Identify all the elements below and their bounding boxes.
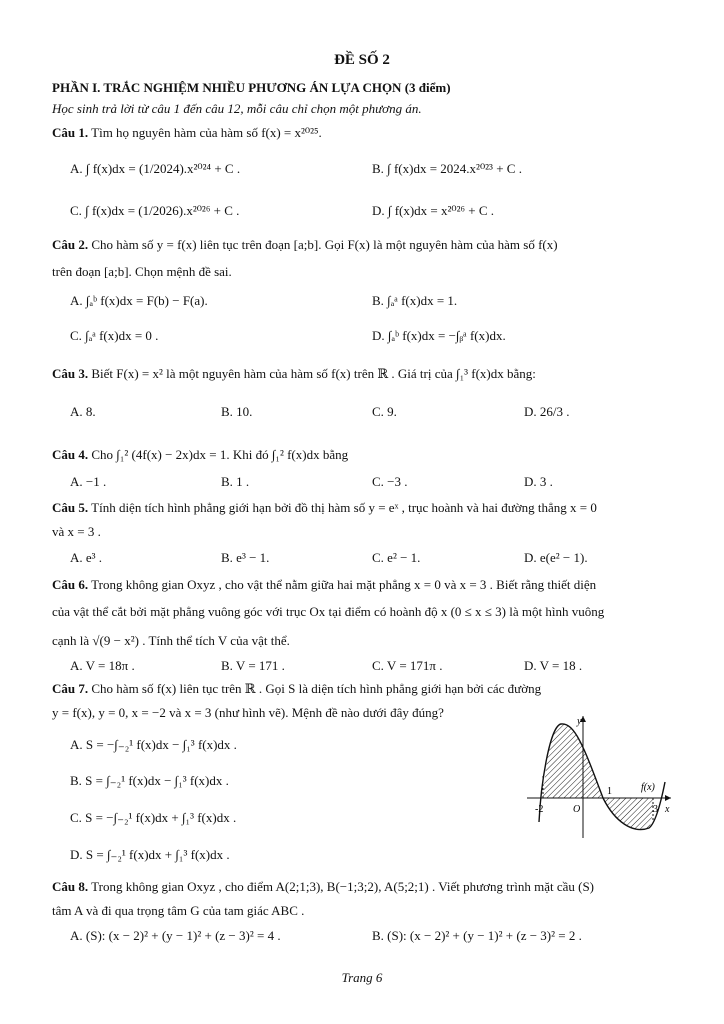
question-6-option-d[interactable]: D. V = 18 . (524, 658, 583, 673)
question-3-label: Câu 3. (52, 366, 89, 381)
question-8-stem-line-1: Trong không gian Oxyz , cho điểm A(2;1;3), B(−1;3;2), A(5;2;1) . Viết phương trình mặt cầu (S) (91, 879, 595, 894)
question-5-option-b[interactable]: B. e³ − 1. (221, 550, 270, 565)
x-axis-arrow (665, 795, 671, 801)
question-7-stem-line-1: Cho hàm số f(x) liên tục trên ℝ . Gọi S là diện tích hình phẳng giới hạn bởi các đường (91, 681, 542, 696)
question-2-option-d[interactable]: D. ∫ₐᵇ f(x)dx = −∫ᵦᵃ f(x)dx. (372, 328, 506, 343)
question-5-option-a[interactable]: A. e³ . (70, 550, 103, 565)
shaded-region-right (603, 798, 653, 830)
question-5-label: Câu 5. (52, 500, 89, 515)
question-4-option-c[interactable]: C. −3 . (372, 474, 408, 489)
tick-1: 1 (607, 786, 612, 797)
question-4-label: Câu 4. (52, 447, 89, 462)
question-8-option-a[interactable]: A. (S): (x − 2)² + (y − 1)² + (z − 3)² = 4 . (70, 928, 281, 943)
question-8-stem (52, 879, 594, 895)
question-5-stem (52, 500, 597, 516)
question-2-option-b[interactable]: B. ∫ₐᵃ f(x)dx = 1. (372, 293, 458, 308)
question-1-option-d[interactable]: D. ∫ f(x)dx = x²⁰²⁶ + C . (372, 203, 495, 218)
tick-neg2: -2 (535, 804, 544, 815)
page-title (0, 52, 724, 68)
function-graph (525, 712, 675, 840)
question-8-option-b[interactable]: B. (S): (x − 2)² + (y − 1)² + (z − 3)² = 2 . (372, 928, 582, 943)
question-6-stem (52, 577, 596, 593)
question-2-option-a[interactable]: A. ∫ₐᵇ f(x)dx = F(b) − F(a). (70, 293, 208, 308)
fx-label: f(x) (641, 782, 655, 793)
shaded-region-left (543, 724, 603, 798)
title-text: ĐỀ SỐ 2 (334, 52, 390, 68)
question-5-stem-line-1: Tính diện tích hình phẳng giới hạn bởi đồ thị hàm số y = eˣ , trục hoành và hai đường thẳng x = 0 (91, 500, 597, 515)
question-3-stem (52, 366, 536, 382)
section-heading: PHẦN I. TRẮC NGHIỆM NHIỀU PHƯƠNG ÁN LỰA CHỌN (3 điểm) (52, 80, 451, 95)
question-3-option-c[interactable]: C. 9. (372, 404, 397, 419)
question-6-stem-line-3: cạnh là √(9 − x²) . Tính thể tích V của vật thể. (52, 633, 290, 648)
question-7-option-d[interactable]: D. S = ∫₋₂¹ f(x)dx + ∫₁³ f(x)dx . (70, 847, 230, 862)
question-4-stem-line: Cho ∫₁² (4f(x) − 2x)dx = 1. Khi đó ∫₁² f(x)dx bằng (91, 447, 349, 462)
question-2-label: Câu 2. (52, 237, 89, 252)
question-7-option-a[interactable]: A. S = −∫₋₂¹ f(x)dx − ∫₁³ f(x)dx . (70, 737, 237, 752)
question-7-option-c[interactable]: C. S = −∫₋₂¹ f(x)dx + ∫₁³ f(x)dx . (70, 810, 237, 825)
x-axis-label: x (665, 804, 670, 815)
tick-3: 3 (653, 804, 658, 815)
question-1-label: Câu 1. (52, 125, 89, 140)
question-6-option-b[interactable]: B. V = 171 . (221, 658, 285, 673)
question-2-stem (52, 237, 558, 253)
question-1-stem (52, 125, 322, 141)
question-7-label: Câu 7. (52, 681, 89, 696)
question-7-stem (52, 681, 541, 697)
question-8-label: Câu 8. (52, 879, 89, 894)
question-1-option-c[interactable]: C. ∫ f(x)dx = (1/2026).x²⁰²⁶ + C . (70, 203, 240, 218)
question-5-option-c[interactable]: C. e² − 1. (372, 550, 421, 565)
question-2-stem-line-1: Cho hàm số y = f(x) liên tục trên đoạn [a;b]. Gọi F(x) là một nguyên hàm của hàm số f(x) (91, 237, 558, 252)
question-6-stem-line-2: của vật thể cắt bởi mặt phẳng vuông góc với trục Ox tại điểm có hoành độ x (0 ≤ x ≤ 3) là một hình vuông (52, 604, 605, 619)
question-7-stem-line-2: y = f(x), y = 0, x = −2 và x = 3 (như hình vẽ). Mệnh đề nào dưới đây đúng? (52, 705, 444, 720)
question-1-option-a[interactable]: A. ∫ f(x)dx = (1/2024).x²⁰²⁴ + C . (70, 161, 241, 176)
question-4-option-a[interactable]: A. −1 . (70, 474, 107, 489)
question-1-option-b[interactable]: B. ∫ f(x)dx = 2024.x²⁰²³ + C . (372, 161, 522, 176)
question-2-option-c[interactable]: C. ∫ₐᵃ f(x)dx = 0 . (70, 328, 159, 343)
question-5-stem-line-2: và x = 3 . (52, 524, 101, 539)
question-6-option-c[interactable]: C. V = 171π . (372, 658, 443, 673)
instruction: Học sinh trả lời từ câu 1 đến câu 12, mỗi câu chỉ chọn một phương án. (52, 101, 422, 116)
question-1-stem-line: Tìm họ nguyên hàm của hàm số f(x) = x²⁰²⁵. (91, 125, 322, 140)
question-2-stem-line-2: trên đoạn [a;b]. Chọn mệnh đề sai. (52, 264, 232, 279)
question-7-option-b[interactable]: B. S = ∫₋₂¹ f(x)dx − ∫₁³ f(x)dx . (70, 773, 229, 788)
question-3-option-d[interactable]: D. 26/3 . (524, 404, 570, 419)
question-4-option-b[interactable]: B. 1 . (221, 474, 250, 489)
page-footer: Trang 6 (341, 970, 383, 985)
question-8-stem-line-2: tâm A và đi qua trọng tâm G của tam giác ABC . (52, 903, 305, 918)
origin-label: O (573, 804, 581, 815)
question-5-option-d[interactable]: D. e(e² − 1). (524, 550, 588, 565)
question-6-label: Câu 6. (52, 577, 89, 592)
question-4-stem (52, 447, 348, 463)
question-3-option-a[interactable]: A. 8. (70, 404, 96, 419)
question-6-option-a[interactable]: A. V = 18π . (70, 658, 135, 673)
question-3-stem-line: Biết F(x) = x² là một nguyên hàm của hàm số f(x) trên ℝ . Giá trị của ∫₁³ f(x)dx bằng: (91, 366, 536, 381)
question-6-stem-line-1: Trong không gian Oxyz , cho vật thể nằm giữa hai mặt phẳng x = 0 và x = 3 . Biết rằng thiết diện (91, 577, 597, 592)
question-3-option-b[interactable]: B. 10. (221, 404, 253, 419)
y-axis-label: y (577, 716, 582, 727)
question-4-option-d[interactable]: D. 3 . (524, 474, 553, 489)
